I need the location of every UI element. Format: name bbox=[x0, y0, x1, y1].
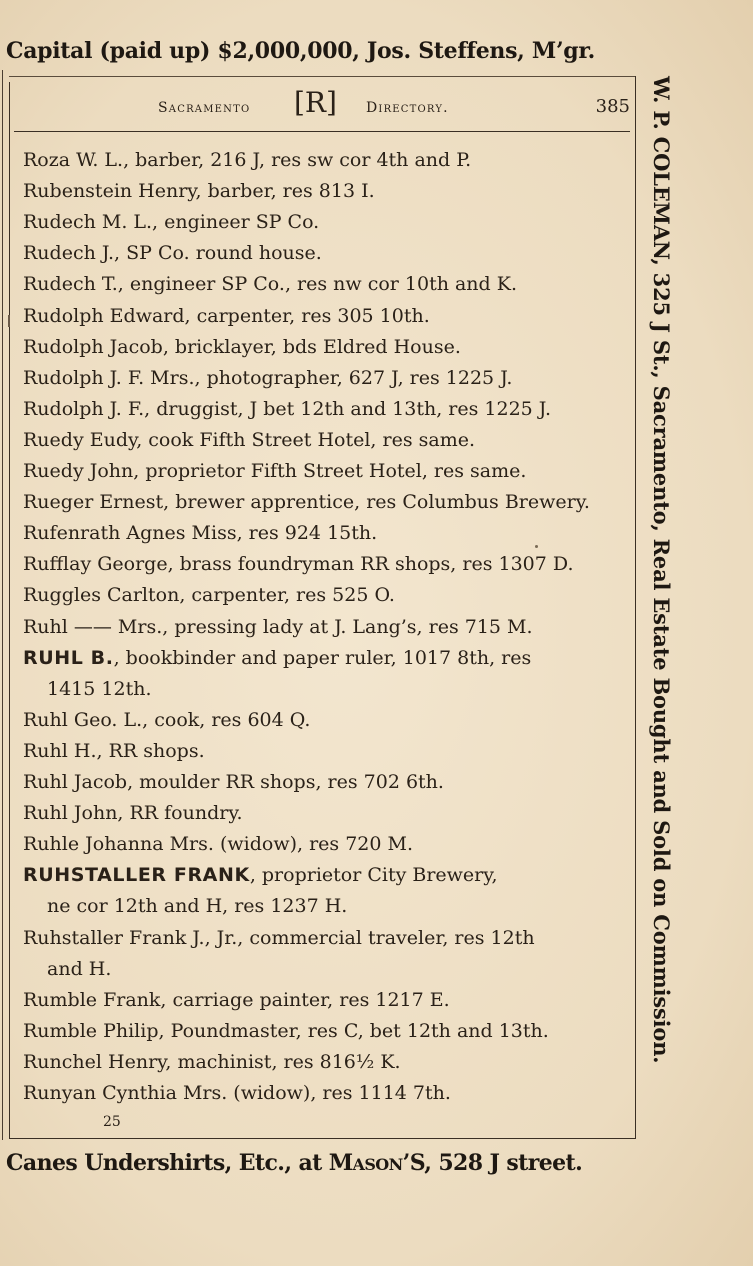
directory-entry bbox=[23, 860, 633, 891]
entry-text: Rumble Philip, Poundmaster, res C, bet 12th and 13th. bbox=[23, 1019, 549, 1042]
bottom-ad-text-1: Canes Undershirts, Etc., at bbox=[6, 1150, 329, 1176]
entry-text: Runchel Henry, machinist, res 816½ K. bbox=[23, 1050, 401, 1073]
header-section-letter: [R] bbox=[294, 86, 337, 119]
directory-entry bbox=[23, 829, 633, 860]
top-border-rule bbox=[9, 76, 635, 77]
directory-entry bbox=[23, 176, 633, 207]
directory-entry bbox=[23, 238, 633, 269]
entry-text: Ruhl Jacob, moulder RR shops, res 702 6th. bbox=[23, 771, 444, 793]
entry-text: , proprietor City Brewery, bbox=[249, 864, 498, 887]
entry-text: Rufenrath Agnes Miss, res 924 15th. bbox=[23, 522, 378, 545]
signature-mark: 25 bbox=[103, 1114, 121, 1130]
directory-entry bbox=[23, 301, 633, 332]
bottom-advertisement bbox=[6, 1150, 582, 1176]
top-advertisement: Capital (paid up) $2,000,000, Jos. Steffens, M’gr. bbox=[6, 38, 596, 64]
directory-entry bbox=[23, 1016, 633, 1047]
entry-text: Rubenstein Henry, barber, res 813 I. bbox=[23, 180, 375, 203]
running-header bbox=[10, 88, 632, 126]
directory-entry bbox=[23, 643, 633, 674]
directory-entry bbox=[23, 269, 633, 300]
entry-text: Rumble Frank, carriage painter, res 1217 E. bbox=[23, 988, 450, 1011]
entry-text: Rudech M. L., engineer SP Co. bbox=[23, 211, 320, 234]
entry-text: Ruedy Eudy, cook Fifth Street Hotel, res same. bbox=[23, 428, 475, 451]
header-directory: Directory. bbox=[366, 100, 449, 116]
directory-entry bbox=[23, 736, 633, 767]
entry-continuation: ne cor 12th and H, res 1237 H. bbox=[47, 895, 348, 918]
margin-mark bbox=[8, 315, 10, 327]
directory-entry bbox=[23, 518, 633, 549]
entry-text: , bookbinder and paper ruler, 1017 8th, res bbox=[113, 646, 532, 669]
bottom-ad-m: M bbox=[328, 1150, 353, 1176]
page-number: 385 bbox=[595, 96, 630, 117]
directory-entry bbox=[23, 332, 633, 363]
directory-entry bbox=[23, 1078, 633, 1109]
entry-text: Ruggles Carlton, carpenter, res 525 O. bbox=[23, 584, 395, 607]
side-advertisement: W. P. COLEMAN, 325 J St., Sacramento, Real Estate Bought and Sold on Commission. bbox=[649, 76, 674, 1064]
entry-text: Ruhstaller Frank J., Jr., commercial traveler, res 12th bbox=[23, 926, 535, 949]
entry-text: Ruhl —— Mrs., pressing lady at J. Lang’s, res 715 M. bbox=[23, 615, 533, 638]
entry-text: Runyan Cynthia Mrs. (widow), res 1114 7th. bbox=[23, 1082, 451, 1104]
header-city: Sacramento bbox=[158, 100, 251, 116]
entry-text: Roza W. L., barber, 216 J, res sw cor 4th and P. bbox=[23, 149, 472, 171]
directory-entry bbox=[23, 612, 633, 643]
directory-entry bbox=[23, 767, 633, 798]
directory-entry bbox=[23, 923, 633, 954]
directory-entry bbox=[23, 456, 633, 487]
entry-text: Rudech T., engineer SP Co., res nw cor 10th and K. bbox=[23, 273, 517, 296]
entry-text: Rufflay George, brass foundryman RR shops, res 1307 D. bbox=[23, 553, 574, 576]
bottom-ad-text-2: ’S, 528 J street. bbox=[402, 1150, 583, 1176]
entry-text: Rueger Ernest, brewer apprentice, res Columbus Brewery. bbox=[23, 491, 590, 514]
directory-entry bbox=[23, 394, 633, 425]
directory-entry bbox=[23, 985, 633, 1016]
directory-entry bbox=[23, 549, 633, 580]
outer-left-rule bbox=[2, 70, 3, 1140]
entry-text: Rudech J., SP Co. round house. bbox=[23, 242, 322, 265]
entry-bold-name: RUHL B. bbox=[23, 646, 114, 669]
bottom-ad-ason: ASON bbox=[352, 1155, 403, 1174]
entry-continuation: 1415 12th. bbox=[47, 677, 152, 700]
entry-text: Ruhl H., RR shops. bbox=[23, 739, 205, 762]
entry-text: Rudolph J. F., druggist, J bet 12th and 13th, res 1225 J. bbox=[23, 397, 551, 420]
left-border-rule bbox=[9, 82, 10, 1138]
directory-entry bbox=[23, 1047, 633, 1078]
entry-text: Rudolph J. F. Mrs., photographer, 627 J, res 1225 J. bbox=[23, 366, 513, 389]
entry-text: Ruhle Johanna Mrs. (widow), res 720 M. bbox=[23, 833, 413, 856]
directory-entry bbox=[23, 798, 633, 829]
directory-entry bbox=[23, 425, 633, 456]
entry-text: Ruedy John, proprietor Fifth Street Hotel, res same. bbox=[23, 460, 527, 482]
directory-entry bbox=[23, 705, 633, 736]
entry-text: Ruhl John, RR foundry. bbox=[23, 802, 243, 825]
bottom-border-rule bbox=[9, 1138, 636, 1139]
entry-bold-name: RUHSTALLER FRANK bbox=[23, 864, 250, 887]
directory-entry bbox=[23, 207, 633, 238]
directory-entry bbox=[23, 487, 633, 518]
entry-text: Rudolph Edward, carpenter, res 305 10th. bbox=[23, 304, 430, 327]
entry-text: Ruhl Geo. L., cook, res 604 Q. bbox=[23, 708, 311, 731]
directory-entry bbox=[23, 363, 633, 394]
directory-entry bbox=[23, 580, 633, 611]
directory-entry bbox=[23, 145, 633, 176]
entry-continuation: and H. bbox=[47, 957, 112, 980]
header-rule bbox=[14, 131, 630, 132]
entry-text: Rudolph Jacob, bricklayer, bds Eldred House. bbox=[23, 335, 461, 358]
